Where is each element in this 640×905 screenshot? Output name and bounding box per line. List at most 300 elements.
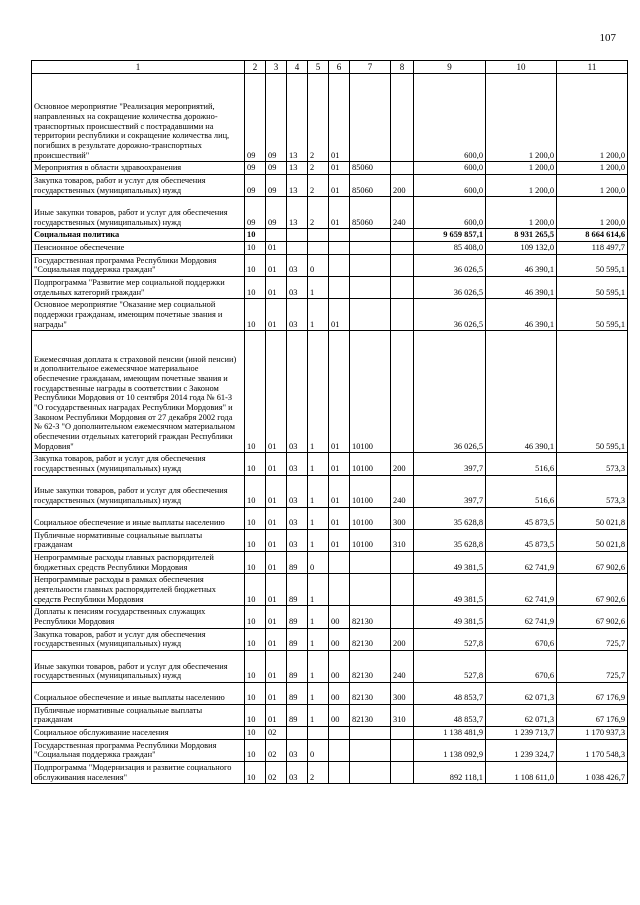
code-subsection: 01 bbox=[266, 453, 287, 475]
code-direction bbox=[350, 299, 391, 331]
code-direction bbox=[350, 254, 391, 276]
code-activity: 01 bbox=[329, 453, 350, 475]
column-header-5: 5 bbox=[308, 61, 329, 74]
code-program: 03 bbox=[287, 254, 308, 276]
amount-year-1: 9 659 857,1 bbox=[414, 229, 486, 242]
code-program: 03 bbox=[287, 762, 308, 784]
code-subprogram: 0 bbox=[308, 739, 329, 761]
table-row bbox=[32, 475, 628, 507]
row-name: Основное мероприятие "Реализация мероприятий, направленных на сокращение количества дорожно-транспортных происшествий с пострадавшими на территории республики и сокращение количества лиц, погибших в результате дорожно-транспортных происшествий" bbox=[32, 74, 245, 162]
code-program: 03 bbox=[287, 276, 308, 298]
code-direction: 10100 bbox=[350, 475, 391, 507]
code-program: 13 bbox=[287, 162, 308, 175]
code-section: 10 bbox=[245, 704, 266, 726]
amount-year-2: 1 200,0 bbox=[486, 197, 557, 229]
row-name: Государственная программа Республики Мордовия "Социальная поддержка граждан" bbox=[32, 254, 245, 276]
amount-year-3: 50 021,8 bbox=[557, 529, 628, 551]
code-subprogram bbox=[308, 229, 329, 242]
amount-year-3: 50 595,1 bbox=[557, 299, 628, 331]
row-name: Мероприятия в области здравоохранения bbox=[32, 162, 245, 175]
header-row bbox=[32, 61, 628, 74]
amount-year-2: 46 390,1 bbox=[486, 331, 557, 453]
column-header-8: 8 bbox=[391, 61, 414, 74]
row-name: Доплаты к пенсиям государственных служащих Республики Мордовия bbox=[32, 606, 245, 628]
row-name: Социальная политика bbox=[32, 229, 245, 242]
amount-year-2: 109 132,0 bbox=[486, 241, 557, 254]
code-program: 03 bbox=[287, 475, 308, 507]
code-section: 09 bbox=[245, 162, 266, 175]
amount-year-3: 1 200,0 bbox=[557, 197, 628, 229]
code-direction: 10100 bbox=[350, 453, 391, 475]
code-activity: 01 bbox=[329, 74, 350, 162]
table-row bbox=[32, 529, 628, 551]
column-header-6: 6 bbox=[329, 61, 350, 74]
table-row bbox=[32, 453, 628, 475]
table-body bbox=[32, 74, 628, 784]
code-section: 10 bbox=[245, 739, 266, 761]
amount-year-3: 1 038 426,7 bbox=[557, 762, 628, 784]
code-subprogram: 1 bbox=[308, 299, 329, 331]
row-name: Непрограммные расходы в рамках обеспечения деятельности главных распорядителей бюджетных средств Республики Мордовия bbox=[32, 574, 245, 606]
code-subprogram: 0 bbox=[308, 551, 329, 573]
amount-year-2: 46 390,1 bbox=[486, 254, 557, 276]
table-row bbox=[32, 606, 628, 628]
amount-year-1: 49 381,5 bbox=[414, 551, 486, 573]
code-activity: 00 bbox=[329, 650, 350, 682]
amount-year-3: 67 902,6 bbox=[557, 551, 628, 573]
amount-year-1: 1 138 092,9 bbox=[414, 739, 486, 761]
code-subprogram: 2 bbox=[308, 762, 329, 784]
table-row bbox=[32, 551, 628, 573]
code-subsection: 01 bbox=[266, 241, 287, 254]
code-program: 03 bbox=[287, 507, 308, 529]
code-direction: 82130 bbox=[350, 628, 391, 650]
amount-year-1: 397,7 bbox=[414, 453, 486, 475]
code-section: 10 bbox=[245, 254, 266, 276]
amount-year-1: 48 853,7 bbox=[414, 682, 486, 704]
code-direction bbox=[350, 74, 391, 162]
code-section: 10 bbox=[245, 574, 266, 606]
code-subsection: 02 bbox=[266, 762, 287, 784]
table-row bbox=[32, 162, 628, 175]
amount-year-2: 1 239 324,7 bbox=[486, 739, 557, 761]
amount-year-2: 62 071,3 bbox=[486, 704, 557, 726]
code-expense-type bbox=[391, 551, 414, 573]
amount-year-1: 35 628,8 bbox=[414, 529, 486, 551]
row-name: Публичные нормативные социальные выплаты гражданам bbox=[32, 704, 245, 726]
code-direction: 82130 bbox=[350, 606, 391, 628]
row-name: Социальное обеспечение и иные выплаты населению bbox=[32, 507, 245, 529]
row-name: Иные закупки товаров, работ и услуг для обеспечения государственных (муниципальных) нужд bbox=[32, 197, 245, 229]
code-expense-type: 310 bbox=[391, 704, 414, 726]
code-subprogram: 1 bbox=[308, 704, 329, 726]
table-row bbox=[32, 507, 628, 529]
amount-year-3: 50 595,1 bbox=[557, 276, 628, 298]
row-name: Социальное обеспечение и иные выплаты населению bbox=[32, 682, 245, 704]
table-row bbox=[32, 650, 628, 682]
amount-year-1: 1 138 481,9 bbox=[414, 727, 486, 740]
code-program: 13 bbox=[287, 74, 308, 162]
code-section: 10 bbox=[245, 762, 266, 784]
amount-year-2: 62 741,9 bbox=[486, 551, 557, 573]
code-subsection: 09 bbox=[266, 74, 287, 162]
code-activity bbox=[329, 762, 350, 784]
code-subprogram: 2 bbox=[308, 74, 329, 162]
code-program: 89 bbox=[287, 650, 308, 682]
code-direction: 82130 bbox=[350, 650, 391, 682]
amount-year-1: 49 381,5 bbox=[414, 574, 486, 606]
code-subprogram: 1 bbox=[308, 453, 329, 475]
code-subsection: 01 bbox=[266, 254, 287, 276]
code-activity bbox=[329, 229, 350, 242]
amount-year-1: 892 118,1 bbox=[414, 762, 486, 784]
code-subsection: 01 bbox=[266, 650, 287, 682]
code-subsection: 09 bbox=[266, 175, 287, 197]
column-header-3: 3 bbox=[266, 61, 287, 74]
code-activity: 00 bbox=[329, 606, 350, 628]
code-expense-type bbox=[391, 241, 414, 254]
table-row bbox=[32, 682, 628, 704]
amount-year-1: 36 026,5 bbox=[414, 299, 486, 331]
code-section: 10 bbox=[245, 507, 266, 529]
code-subsection: 01 bbox=[266, 299, 287, 331]
code-expense-type: 200 bbox=[391, 628, 414, 650]
code-activity: 01 bbox=[329, 175, 350, 197]
column-header-10: 10 bbox=[486, 61, 557, 74]
code-expense-type bbox=[391, 74, 414, 162]
amount-year-2: 46 390,1 bbox=[486, 299, 557, 331]
table-row bbox=[32, 74, 628, 162]
row-name: Подпрограмма "Развитие мер социальной поддержки отдельных категорий граждан" bbox=[32, 276, 245, 298]
code-activity: 01 bbox=[329, 475, 350, 507]
column-header-2: 2 bbox=[245, 61, 266, 74]
amount-year-2: 1 239 713,7 bbox=[486, 727, 557, 740]
table-row bbox=[32, 628, 628, 650]
amount-year-1: 527,8 bbox=[414, 628, 486, 650]
amount-year-2: 1 200,0 bbox=[486, 175, 557, 197]
code-subprogram: 1 bbox=[308, 475, 329, 507]
table-row bbox=[32, 299, 628, 331]
code-program bbox=[287, 229, 308, 242]
code-program: 03 bbox=[287, 299, 308, 331]
amount-year-3: 1 170 937,3 bbox=[557, 727, 628, 740]
code-activity: 01 bbox=[329, 507, 350, 529]
code-section: 10 bbox=[245, 299, 266, 331]
amount-year-1: 397,7 bbox=[414, 475, 486, 507]
amount-year-2: 1 108 611,0 bbox=[486, 762, 557, 784]
code-expense-type bbox=[391, 574, 414, 606]
code-direction: 10100 bbox=[350, 507, 391, 529]
amount-year-2: 516,6 bbox=[486, 475, 557, 507]
code-direction bbox=[350, 551, 391, 573]
code-section: 10 bbox=[245, 529, 266, 551]
code-activity bbox=[329, 276, 350, 298]
amount-year-3: 67 176,9 bbox=[557, 682, 628, 704]
code-expense-type: 200 bbox=[391, 453, 414, 475]
code-subsection: 01 bbox=[266, 475, 287, 507]
amount-year-1: 36 026,5 bbox=[414, 276, 486, 298]
table-row bbox=[32, 574, 628, 606]
amount-year-3: 1 200,0 bbox=[557, 162, 628, 175]
amount-year-3: 1 200,0 bbox=[557, 74, 628, 162]
code-subsection: 02 bbox=[266, 739, 287, 761]
code-subprogram bbox=[308, 241, 329, 254]
code-section: 10 bbox=[245, 229, 266, 242]
code-subprogram: 1 bbox=[308, 628, 329, 650]
code-expense-type: 240 bbox=[391, 475, 414, 507]
code-subprogram: 2 bbox=[308, 175, 329, 197]
column-header-11: 11 bbox=[557, 61, 628, 74]
table-row bbox=[32, 197, 628, 229]
code-activity: 00 bbox=[329, 628, 350, 650]
code-activity bbox=[329, 241, 350, 254]
amount-year-3: 67 176,9 bbox=[557, 704, 628, 726]
page-number: 107 bbox=[599, 32, 616, 44]
code-subsection: 01 bbox=[266, 331, 287, 453]
table-row bbox=[32, 229, 628, 242]
amount-year-3: 1 200,0 bbox=[557, 175, 628, 197]
amount-year-2: 8 931 265,5 bbox=[486, 229, 557, 242]
code-activity: 01 bbox=[329, 529, 350, 551]
code-direction bbox=[350, 229, 391, 242]
amount-year-3: 725,7 bbox=[557, 628, 628, 650]
code-section: 10 bbox=[245, 453, 266, 475]
amount-year-3: 8 664 614,6 bbox=[557, 229, 628, 242]
code-subprogram: 2 bbox=[308, 197, 329, 229]
code-section: 09 bbox=[245, 175, 266, 197]
amount-year-3: 50 021,8 bbox=[557, 507, 628, 529]
column-header-7: 7 bbox=[350, 61, 391, 74]
code-expense-type bbox=[391, 606, 414, 628]
amount-year-1: 85 408,0 bbox=[414, 241, 486, 254]
code-expense-type: 240 bbox=[391, 650, 414, 682]
code-expense-type: 310 bbox=[391, 529, 414, 551]
amount-year-3: 50 595,1 bbox=[557, 254, 628, 276]
code-expense-type bbox=[391, 331, 414, 453]
row-name: Основное мероприятие "Оказание мер социальной поддержки гражданам, имеющим почетные звания и награды" bbox=[32, 299, 245, 331]
amount-year-3: 50 595,1 bbox=[557, 331, 628, 453]
amount-year-3: 573,3 bbox=[557, 453, 628, 475]
amount-year-3: 67 902,6 bbox=[557, 606, 628, 628]
code-subprogram: 1 bbox=[308, 507, 329, 529]
code-activity: 01 bbox=[329, 162, 350, 175]
row-name: Пенсионное обеспечение bbox=[32, 241, 245, 254]
code-expense-type bbox=[391, 229, 414, 242]
code-program: 89 bbox=[287, 682, 308, 704]
code-subprogram: 1 bbox=[308, 606, 329, 628]
amount-year-2: 62 071,3 bbox=[486, 682, 557, 704]
table-row bbox=[32, 704, 628, 726]
amount-year-3: 1 170 548,3 bbox=[557, 739, 628, 761]
code-direction bbox=[350, 574, 391, 606]
code-expense-type bbox=[391, 739, 414, 761]
amount-year-2: 1 200,0 bbox=[486, 162, 557, 175]
amount-year-1: 36 026,5 bbox=[414, 254, 486, 276]
code-activity bbox=[329, 551, 350, 573]
code-direction: 85060 bbox=[350, 162, 391, 175]
code-section: 10 bbox=[245, 551, 266, 573]
amount-year-1: 600,0 bbox=[414, 175, 486, 197]
code-subprogram: 1 bbox=[308, 574, 329, 606]
code-section: 10 bbox=[245, 727, 266, 740]
code-activity: 01 bbox=[329, 197, 350, 229]
table-row bbox=[32, 254, 628, 276]
code-activity bbox=[329, 254, 350, 276]
budget-table bbox=[31, 60, 628, 784]
code-direction: 10100 bbox=[350, 331, 391, 453]
code-program bbox=[287, 241, 308, 254]
code-subsection: 01 bbox=[266, 529, 287, 551]
code-expense-type bbox=[391, 762, 414, 784]
code-program: 03 bbox=[287, 529, 308, 551]
code-direction bbox=[350, 762, 391, 784]
amount-year-1: 600,0 bbox=[414, 197, 486, 229]
code-direction bbox=[350, 739, 391, 761]
row-name: Иные закупки товаров, работ и услуг для обеспечения государственных (муниципальных) нужд bbox=[32, 650, 245, 682]
code-section: 09 bbox=[245, 74, 266, 162]
code-expense-type bbox=[391, 276, 414, 298]
column-header-4: 4 bbox=[287, 61, 308, 74]
code-program: 13 bbox=[287, 197, 308, 229]
code-subprogram: 1 bbox=[308, 650, 329, 682]
code-subsection: 01 bbox=[266, 574, 287, 606]
code-direction: 82130 bbox=[350, 704, 391, 726]
amount-year-2: 45 873,5 bbox=[486, 507, 557, 529]
code-direction: 82130 bbox=[350, 682, 391, 704]
code-activity: 00 bbox=[329, 704, 350, 726]
code-subprogram: 1 bbox=[308, 276, 329, 298]
code-section: 10 bbox=[245, 682, 266, 704]
table-row bbox=[32, 241, 628, 254]
code-section: 10 bbox=[245, 628, 266, 650]
row-name: Закупка товаров, работ и услуг для обеспечения государственных (муниципальных) нужд bbox=[32, 175, 245, 197]
code-direction bbox=[350, 727, 391, 740]
code-subprogram: 1 bbox=[308, 529, 329, 551]
amount-year-1: 48 853,7 bbox=[414, 704, 486, 726]
code-expense-type bbox=[391, 162, 414, 175]
code-section: 10 bbox=[245, 276, 266, 298]
code-activity bbox=[329, 574, 350, 606]
code-subsection: 02 bbox=[266, 727, 287, 740]
code-program: 03 bbox=[287, 331, 308, 453]
code-subsection: 01 bbox=[266, 606, 287, 628]
code-direction: 85060 bbox=[350, 197, 391, 229]
row-name: Закупка товаров, работ и услуг для обеспечения государственных (муниципальных) нужд bbox=[32, 453, 245, 475]
code-subprogram: 1 bbox=[308, 682, 329, 704]
row-name: Социальное обслуживание населения bbox=[32, 727, 245, 740]
table-row bbox=[32, 276, 628, 298]
row-name: Подпрограмма "Модернизация и развитие социального обслуживания населения" bbox=[32, 762, 245, 784]
code-subsection: 01 bbox=[266, 704, 287, 726]
row-name: Ежемесячная доплата к страховой пенсии (иной пенсии) и дополнительное ежемесячное материальное обеспечение гражданам, имеющим почетные звания и государственные награды в соответствии с Законом Республики Мордовия от 10 сентября 2014 года № 61-З "О государственных наградах Республики Мордовия" и Законом Республики Мордовия от 27 декабря 2002 года № 62-З "О дополнительном ежемесячном материальном обеспечении отдельных категорий граждан Республики Мордовия" bbox=[32, 331, 245, 453]
amount-year-3: 573,3 bbox=[557, 475, 628, 507]
code-activity: 01 bbox=[329, 299, 350, 331]
code-activity: 01 bbox=[329, 331, 350, 453]
amount-year-1: 35 628,8 bbox=[414, 507, 486, 529]
column-header-9: 9 bbox=[414, 61, 486, 74]
amount-year-3: 118 497,7 bbox=[557, 241, 628, 254]
code-direction bbox=[350, 241, 391, 254]
code-program: 89 bbox=[287, 628, 308, 650]
amount-year-1: 600,0 bbox=[414, 74, 486, 162]
code-subsection: 01 bbox=[266, 628, 287, 650]
code-subsection: 09 bbox=[266, 162, 287, 175]
code-expense-type: 240 bbox=[391, 197, 414, 229]
amount-year-2: 46 390,1 bbox=[486, 276, 557, 298]
amount-year-1: 49 381,5 bbox=[414, 606, 486, 628]
code-expense-type bbox=[391, 254, 414, 276]
amount-year-2: 670,6 bbox=[486, 628, 557, 650]
table-row bbox=[32, 762, 628, 784]
code-program bbox=[287, 727, 308, 740]
code-section: 10 bbox=[245, 475, 266, 507]
code-direction: 85060 bbox=[350, 175, 391, 197]
code-section: 10 bbox=[245, 606, 266, 628]
code-direction bbox=[350, 276, 391, 298]
amount-year-2: 1 200,0 bbox=[486, 74, 557, 162]
amount-year-3: 67 902,6 bbox=[557, 574, 628, 606]
code-program: 89 bbox=[287, 606, 308, 628]
table-row bbox=[32, 727, 628, 740]
code-section: 10 bbox=[245, 241, 266, 254]
code-expense-type: 300 bbox=[391, 507, 414, 529]
row-name: Публичные нормативные социальные выплаты гражданам bbox=[32, 529, 245, 551]
code-activity bbox=[329, 739, 350, 761]
amount-year-3: 725,7 bbox=[557, 650, 628, 682]
code-subprogram: 2 bbox=[308, 162, 329, 175]
code-subprogram: 1 bbox=[308, 331, 329, 453]
amount-year-1: 600,0 bbox=[414, 162, 486, 175]
code-program: 03 bbox=[287, 453, 308, 475]
code-subsection: 01 bbox=[266, 507, 287, 529]
code-expense-type bbox=[391, 299, 414, 331]
code-subsection: 01 bbox=[266, 276, 287, 298]
code-expense-type bbox=[391, 727, 414, 740]
code-program: 89 bbox=[287, 704, 308, 726]
code-section: 09 bbox=[245, 197, 266, 229]
code-subsection: 01 bbox=[266, 682, 287, 704]
code-expense-type: 200 bbox=[391, 175, 414, 197]
code-subsection: 09 bbox=[266, 197, 287, 229]
code-program: 03 bbox=[287, 739, 308, 761]
code-subsection bbox=[266, 229, 287, 242]
code-section: 10 bbox=[245, 650, 266, 682]
column-header-1: 1 bbox=[32, 61, 245, 74]
code-subprogram bbox=[308, 727, 329, 740]
amount-year-2: 516,6 bbox=[486, 453, 557, 475]
amount-year-1: 36 026,5 bbox=[414, 331, 486, 453]
code-direction: 10100 bbox=[350, 529, 391, 551]
table-row bbox=[32, 739, 628, 761]
table-row bbox=[32, 331, 628, 453]
code-program: 89 bbox=[287, 551, 308, 573]
table-row bbox=[32, 175, 628, 197]
code-section: 10 bbox=[245, 331, 266, 453]
code-program: 89 bbox=[287, 574, 308, 606]
row-name: Закупка товаров, работ и услуг для обеспечения государственных (муниципальных) нужд bbox=[32, 628, 245, 650]
amount-year-2: 62 741,9 bbox=[486, 574, 557, 606]
row-name: Государственная программа Республики Мордовия "Социальная поддержка граждан" bbox=[32, 739, 245, 761]
amount-year-2: 670,6 bbox=[486, 650, 557, 682]
amount-year-2: 45 873,5 bbox=[486, 529, 557, 551]
code-expense-type: 300 bbox=[391, 682, 414, 704]
code-subprogram: 0 bbox=[308, 254, 329, 276]
code-subsection: 01 bbox=[266, 551, 287, 573]
code-activity: 00 bbox=[329, 682, 350, 704]
code-activity bbox=[329, 727, 350, 740]
row-name: Непрограммные расходы главных распорядителей бюджетных средств Республики Мордовия bbox=[32, 551, 245, 573]
code-program: 13 bbox=[287, 175, 308, 197]
